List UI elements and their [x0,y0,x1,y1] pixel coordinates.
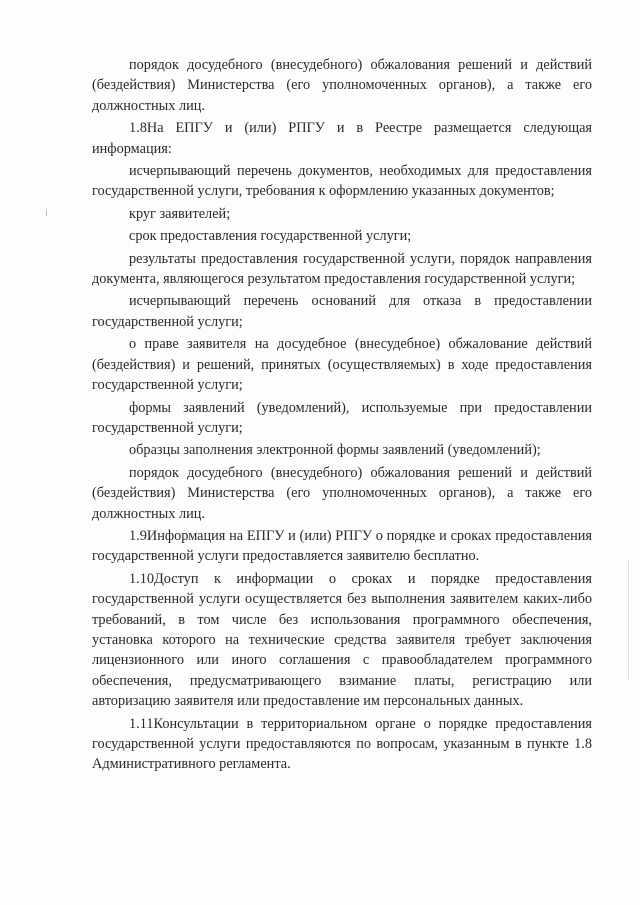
list-item-documents: исчерпывающий перечень документов, необходимых для предоставления государственной услуги, требования к оформлению указанных документов; [92,163,592,200]
list-item-results: результаты предоставления государственной услуги, порядок направления документа, являющегося результатом предоставления государственной услуги; [92,250,592,288]
paragraph-1-8: 1.8На ЕПГУ и (или) РПГУ и в Реестре размещается следующая информация: [92,120,592,157]
scan-artifact-right [628,560,629,680]
scan-artifact-left [46,210,47,216]
list-item-appeal-right: о праве заявителя на досудебное (внесудебное) обжалование действий (бездействия) и решений, принятых (осуществляемых) в ходе предоставления государственной услуги; [92,336,592,394]
list-item-term: срок предоставления государственной услуги; [129,228,412,245]
paragraph-1-10: 1.10Доступ к информации о сроках и порядке предоставления государственной услуги осуществляется без выполнения заявителем каких-либо требований, в том числе без использования программного обеспечения, установка которого на технические средства заявителя требует заключения лицензионного или иного соглашения с правообладателем программного обеспечения, предусматривающего взимание платы, регистрацию или авторизацию заявителя или предоставление им персональных данных. [92,570,592,710]
list-item-applicants: круг заявителей; [129,205,231,222]
list-item-forms: формы заявлений (уведомлений), используемые при предоставлении государственной услуги; [92,399,592,436]
list-item-refusal-grounds: исчерпывающий перечень оснований для отказа в предоставлении государственной услуги; [92,293,592,330]
document-body [92,55,592,775]
paragraph-1-9: 1.9Информация на ЕПГУ и (или) РПГУ о порядке и сроках предоставления государственной услуги предоставляется заявителю бесплатно. [92,527,592,565]
paragraph-1-11: 1.11Консультации в территориальном органе о порядке предоставления государственной услуги предоставляются по вопросам, указанным в пункте 1.8 Административного регламента. [92,715,592,773]
list-item-appeal-procedure: порядок досудебного (внесудебного) обжалования решений и действий (бездействия) Министерства (его уполномоченных органов), а также его должностных лиц. [92,464,592,522]
paragraph-appeal-procedure: порядок досудебного (внесудебного) обжалования решений и действий (бездействия) Министерства (его уполномоченных органов), а также его должностных лиц. [92,57,592,114]
list-item-samples: образцы заполнения электронной формы заявлений (уведомлений); [129,442,541,459]
